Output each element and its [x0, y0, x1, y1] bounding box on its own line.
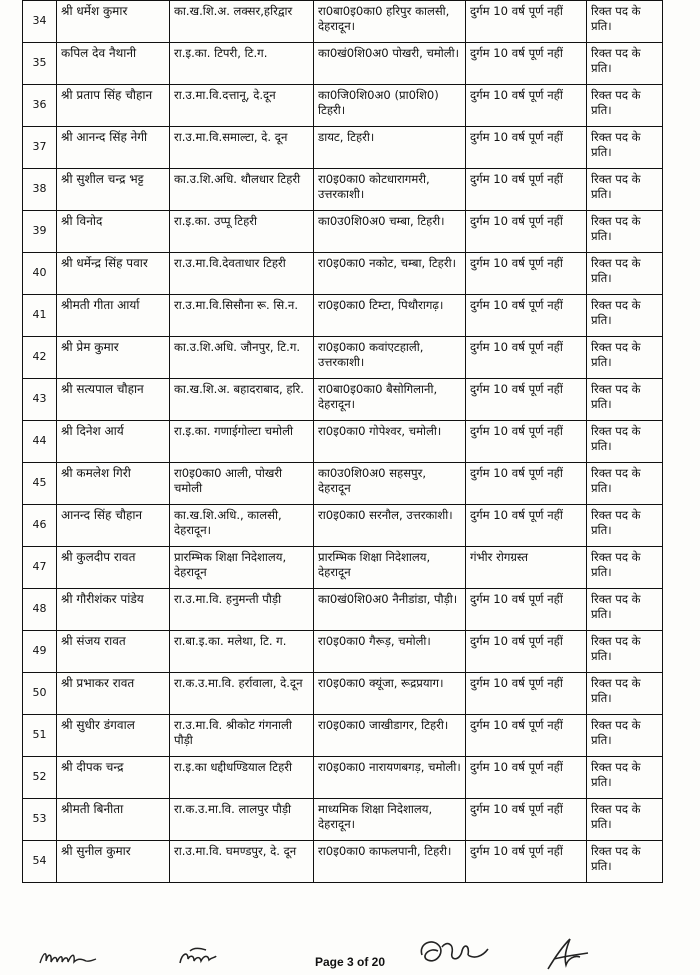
table-row: [23, 463, 663, 505]
current-posting-cell: रा.उ.मा.वि.देवताधार टिहरी: [170, 253, 314, 295]
serial-number-cell: 54: [23, 841, 57, 883]
serial-number-cell: 40: [23, 253, 57, 295]
table-row: [23, 589, 663, 631]
transfer-posting-cell: रा0इ0का0 नकोट, चम्बा, टिहरी।: [314, 253, 466, 295]
current-posting-cell: रा.उ.मा.वि.समाल्टा, दे. दून: [170, 127, 314, 169]
current-posting-cell: रा.इ.का. उप्पू टिहरी: [170, 211, 314, 253]
remark-cell: रिक्त पद के प्रति।: [587, 547, 663, 589]
employee-name-cell: श्री सुशील चन्द्र भट्ट: [57, 169, 170, 211]
remark-cell: रिक्त पद के प्रति।: [587, 127, 663, 169]
employee-name-cell: श्री धर्मेश कुमार: [57, 1, 170, 43]
employee-name-cell: आनन्द सिंह चौहान: [57, 505, 170, 547]
transfer-reason-cell: दुर्गम 10 वर्ष पूर्ण नहीं: [466, 673, 587, 715]
current-posting-cell: रा.उ.मा.वि.सिसौना रू. सि.न.: [170, 295, 314, 337]
serial-number-cell: 44: [23, 421, 57, 463]
transfer-reason-cell: दुर्गम 10 वर्ष पूर्ण नहीं: [466, 631, 587, 673]
current-posting-cell: रा.उ.मा.वि. हनुमन्ती पौड़ी: [170, 589, 314, 631]
table-row: [23, 253, 663, 295]
page-number: Page 3 of 20: [314, 955, 386, 969]
employee-name-cell: श्री संजय रावत: [57, 631, 170, 673]
serial-number-cell: 47: [23, 547, 57, 589]
transfer-posting-cell: रा0इ0का0 गोपेश्वर, चमोली।: [314, 421, 466, 463]
employee-name-cell: श्रीमती बिनीता: [57, 799, 170, 841]
remark-cell: रिक्त पद के प्रति।: [587, 463, 663, 505]
transfer-reason-cell: दुर्गम 10 वर्ष पूर्ण नहीं: [466, 295, 587, 337]
transfer-posting-cell: रा0इ0का0 क्यूंजा, रूद्रप्रयाग।: [314, 673, 466, 715]
transfer-reason-cell: दुर्गम 10 वर्ष पूर्ण नहीं: [466, 505, 587, 547]
document-sheet: [22, 0, 662, 883]
transfer-posting-cell: का0जि0शि0अ0 (प्रा0शि0) टिहरी।: [314, 85, 466, 127]
remark-cell: रिक्त पद के प्रति।: [587, 757, 663, 799]
table-row: [23, 673, 663, 715]
transfer-reason-cell: दुर्गम 10 वर्ष पूर्ण नहीं: [466, 799, 587, 841]
remark-cell: रिक्त पद के प्रति।: [587, 211, 663, 253]
table-row: [23, 421, 663, 463]
remark-cell: रिक्त पद के प्रति।: [587, 253, 663, 295]
transfer-posting-cell: रा0इ0का0 काफलपानी, टिहरी।: [314, 841, 466, 883]
serial-number-cell: 34: [23, 1, 57, 43]
employee-name-cell: श्री विनोद: [57, 211, 170, 253]
current-posting-cell: का.ख.शि.अ. लक्सर,हरिद्वार: [170, 1, 314, 43]
transfer-reason-cell: दुर्गम 10 वर्ष पूर्ण नहीं: [466, 85, 587, 127]
remark-cell: रिक्त पद के प्रति।: [587, 85, 663, 127]
employee-name-cell: श्री गौरीशंकर पांडेय: [57, 589, 170, 631]
remark-cell: रिक्त पद के प्रति।: [587, 337, 663, 379]
transfer-reason-cell: दुर्गम 10 वर्ष पूर्ण नहीं: [466, 589, 587, 631]
serial-number-cell: 46: [23, 505, 57, 547]
transfer-reason-cell: दुर्गम 10 वर्ष पूर्ण नहीं: [466, 421, 587, 463]
transfer-posting-cell: रा0इ0का0 कवांएटहाली, उत्तरकाशी।: [314, 337, 466, 379]
current-posting-cell: रा.उ.मा.वि. श्रीकोट गंगनाली पौड़ी: [170, 715, 314, 757]
table-row: [23, 799, 663, 841]
transfer-posting-cell: रा0इ0का0 जाखीडागर, टिहरी।: [314, 715, 466, 757]
current-posting-cell: का.ख.शि.अ. बहादराबाद, हरि.: [170, 379, 314, 421]
employee-name-cell: श्री दिनेश आर्य: [57, 421, 170, 463]
transfer-posting-cell: रा0इ0का0 गैरूड़, चमोली।: [314, 631, 466, 673]
transfer-reason-cell: गंभीर रोगग्रस्त: [466, 547, 587, 589]
transfer-reason-cell: दुर्गम 10 वर्ष पूर्ण नहीं: [466, 463, 587, 505]
employee-name-cell: श्री सुधीर डंगवाल: [57, 715, 170, 757]
transfer-reason-cell: दुर्गम 10 वर्ष पूर्ण नहीं: [466, 253, 587, 295]
employee-name-cell: श्री प्रेम कुमार: [57, 337, 170, 379]
transfer-reason-cell: दुर्गम 10 वर्ष पूर्ण नहीं: [466, 1, 587, 43]
current-posting-cell: रा.उ.मा.वि. घमण्डपुर, दे. दून: [170, 841, 314, 883]
serial-number-cell: 45: [23, 463, 57, 505]
employee-name-cell: श्री प्रभाकर रावत: [57, 673, 170, 715]
remark-cell: रिक्त पद के प्रति।: [587, 379, 663, 421]
transfer-posting-cell: रा0इ0का0 नारायणबगड़, चमोली।: [314, 757, 466, 799]
transfer-posting-cell: का0खं0शि0अ0 नैनीडांडा, पौड़ी।: [314, 589, 466, 631]
current-posting-cell: रा0इ0का0 आली, पोखरी चमोली: [170, 463, 314, 505]
transfer-table: [22, 0, 663, 883]
serial-number-cell: 38: [23, 169, 57, 211]
employee-name-cell: श्री धर्मेन्द्र सिंह पवार: [57, 253, 170, 295]
remark-cell: रिक्त पद के प्रति।: [587, 169, 663, 211]
serial-number-cell: 53: [23, 799, 57, 841]
serial-number-cell: 35: [23, 43, 57, 85]
table-row: [23, 715, 663, 757]
remark-cell: रिक्त पद के प्रति।: [587, 43, 663, 85]
table-row: [23, 631, 663, 673]
current-posting-cell: का.उ.शि.अधि. जौनपुर, टि.ग.: [170, 337, 314, 379]
transfer-posting-cell: रा0इ0का0 टिम्टा, पिथौरागढ़।: [314, 295, 466, 337]
current-posting-cell: प्रारम्भिक शिक्षा निदेशालय, देहरादून: [170, 547, 314, 589]
current-posting-cell: रा.बा.इ.का. मलेथा, टि. ग.: [170, 631, 314, 673]
current-posting-cell: रा.इ.का धद्दीधण्डियाल टिहरी: [170, 757, 314, 799]
remark-cell: रिक्त पद के प्रति।: [587, 295, 663, 337]
transfer-reason-cell: दुर्गम 10 वर्ष पूर्ण नहीं: [466, 43, 587, 85]
transfer-posting-cell: रा0इ0का0 कोटधारागमरी, उत्तरकाशी।: [314, 169, 466, 211]
remark-cell: रिक्त पद के प्रति।: [587, 673, 663, 715]
current-posting-cell: रा.क.उ.मा.वि. लालपुर पौड़ी: [170, 799, 314, 841]
transfer-posting-cell: रा0बा0इ0का0 बैसोगिलानी, देहरादून।: [314, 379, 466, 421]
table-row: [23, 379, 663, 421]
current-posting-cell: का.ख.शि.अधि., कालसी, देहरादून।: [170, 505, 314, 547]
transfer-posting-cell: का0खं0शि0अ0 पोखरी, चमोली।: [314, 43, 466, 85]
remark-cell: रिक्त पद के प्रति।: [587, 1, 663, 43]
current-posting-cell: रा.इ.का. टिपरी, टि.ग.: [170, 43, 314, 85]
table-row: [23, 337, 663, 379]
page-footer: [0, 935, 700, 975]
employee-name-cell: श्री कुलदीप रावत: [57, 547, 170, 589]
table-row: [23, 43, 663, 85]
current-posting-cell: का.उ.शि.अधि. थौलधार टिहरी: [170, 169, 314, 211]
remark-cell: रिक्त पद के प्रति।: [587, 799, 663, 841]
serial-number-cell: 52: [23, 757, 57, 799]
employee-name-cell: श्री सत्यपाल चौहान: [57, 379, 170, 421]
employee-name-cell: श्री कमलेश गिरी: [57, 463, 170, 505]
table-row: [23, 505, 663, 547]
table-body: [23, 1, 663, 883]
transfer-reason-cell: दुर्गम 10 वर्ष पूर्ण नहीं: [466, 757, 587, 799]
employee-name-cell: श्रीमती गीता आर्या: [57, 295, 170, 337]
current-posting-cell: रा.इ.का. गणाईगोल्टा चमोली: [170, 421, 314, 463]
table-row: [23, 127, 663, 169]
table-row: [23, 757, 663, 799]
transfer-reason-cell: दुर्गम 10 वर्ष पूर्ण नहीं: [466, 841, 587, 883]
remark-cell: रिक्त पद के प्रति।: [587, 631, 663, 673]
table-row: [23, 841, 663, 883]
serial-number-cell: 39: [23, 211, 57, 253]
transfer-reason-cell: दुर्गम 10 वर्ष पूर्ण नहीं: [466, 715, 587, 757]
remark-cell: रिक्त पद के प्रति।: [587, 505, 663, 547]
transfer-reason-cell: दुर्गम 10 वर्ष पूर्ण नहीं: [466, 169, 587, 211]
serial-number-cell: 42: [23, 337, 57, 379]
remark-cell: रिक्त पद के प्रति।: [587, 589, 663, 631]
current-posting-cell: रा.क.उ.मा.वि. हर्रावाला, दे.दून: [170, 673, 314, 715]
serial-number-cell: 37: [23, 127, 57, 169]
remark-cell: रिक्त पद के प्रति।: [587, 841, 663, 883]
signature-3: [412, 935, 492, 971]
transfer-posting-cell: का0उ0शि0अ0 सहसपुर, देहरादून: [314, 463, 466, 505]
serial-number-cell: 51: [23, 715, 57, 757]
table-row: [23, 295, 663, 337]
serial-number-cell: 41: [23, 295, 57, 337]
transfer-reason-cell: दुर्गम 10 वर्ष पूर्ण नहीं: [466, 337, 587, 379]
transfer-posting-cell: रा0बा0इ0का0 हरिपुर कालसी, देहरादून।: [314, 1, 466, 43]
remark-cell: रिक्त पद के प्रति।: [587, 421, 663, 463]
table-row: [23, 85, 663, 127]
transfer-posting-cell: माध्यमिक शिक्षा निदेशालय, देहरादून।: [314, 799, 466, 841]
serial-number-cell: 48: [23, 589, 57, 631]
transfer-reason-cell: दुर्गम 10 वर्ष पूर्ण नहीं: [466, 127, 587, 169]
serial-number-cell: 36: [23, 85, 57, 127]
table-row: [23, 547, 663, 589]
transfer-posting-cell: रा0इ0का0 सरनौल, उत्तरकाशी।: [314, 505, 466, 547]
serial-number-cell: 43: [23, 379, 57, 421]
serial-number-cell: 49: [23, 631, 57, 673]
employee-name-cell: कपिल देव नैथानी: [57, 43, 170, 85]
transfer-posting-cell: प्रारम्भिक शिक्षा निदेशालय, देहरादून: [314, 547, 466, 589]
table-row: [23, 169, 663, 211]
signature-4: [540, 935, 592, 973]
employee-name-cell: श्री सुनील कुमार: [57, 841, 170, 883]
transfer-posting-cell: का0उ0शि0अ0 चम्बा, टिहरी।: [314, 211, 466, 253]
transfer-reason-cell: दुर्गम 10 वर्ष पूर्ण नहीं: [466, 379, 587, 421]
transfer-reason-cell: दुर्गम 10 वर्ष पूर्ण नहीं: [466, 211, 587, 253]
table-row: [23, 1, 663, 43]
serial-number-cell: 50: [23, 673, 57, 715]
current-posting-cell: रा.उ.मा.वि.दत्तानू, दे.दून: [170, 85, 314, 127]
employee-name-cell: श्री दीपक चन्द्र: [57, 757, 170, 799]
employee-name-cell: श्री आनन्द सिंह नेगी: [57, 127, 170, 169]
employee-name-cell: श्री प्रताप सिंह चौहान: [57, 85, 170, 127]
transfer-posting-cell: डायट, टिहरी।: [314, 127, 466, 169]
remark-cell: रिक्त पद के प्रति।: [587, 715, 663, 757]
table-row: [23, 211, 663, 253]
